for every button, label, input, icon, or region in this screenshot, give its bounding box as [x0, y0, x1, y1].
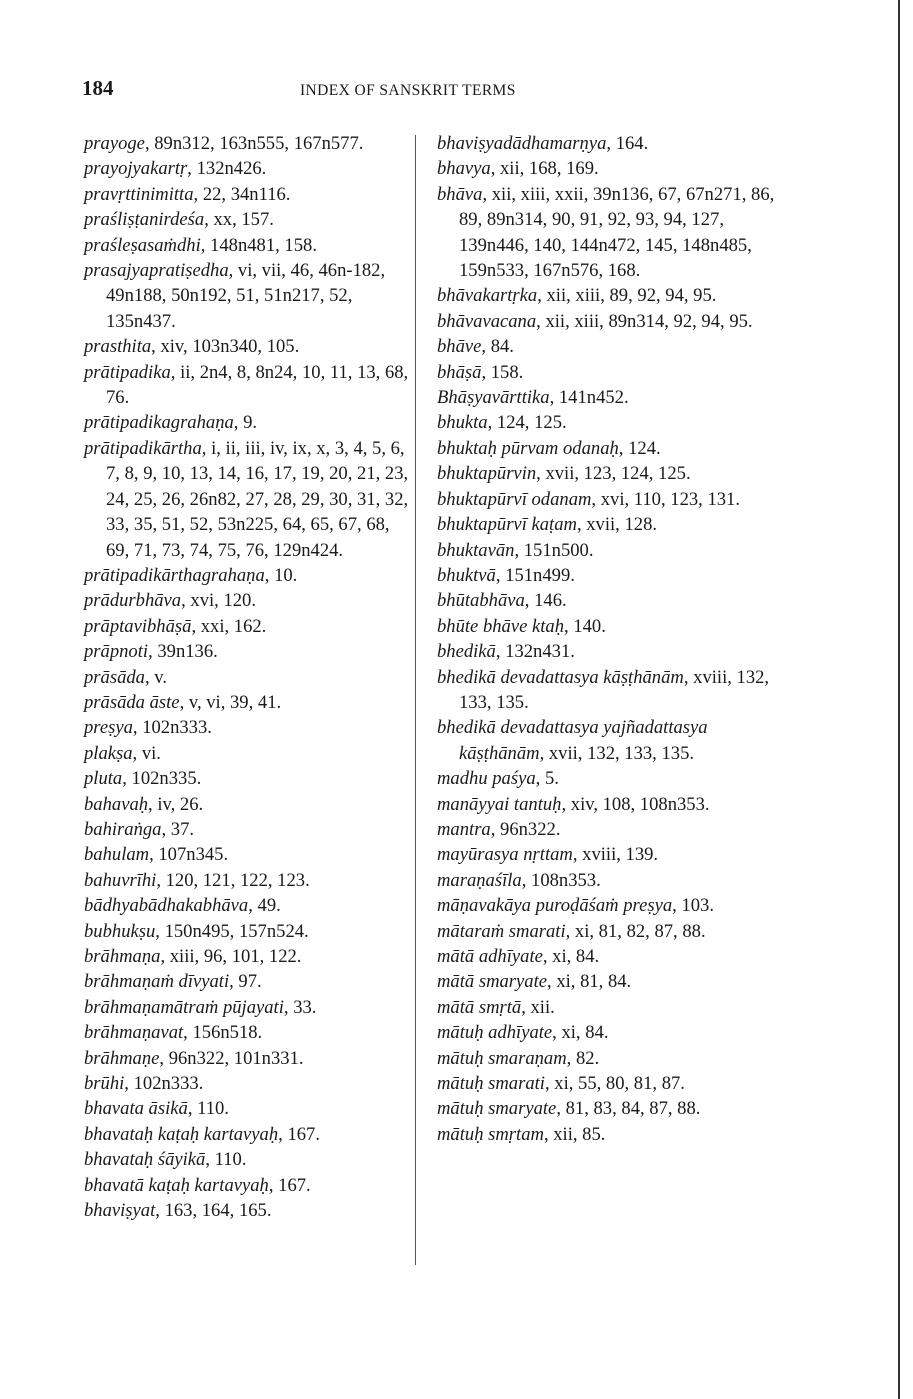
- index-term: bhuktvā: [437, 564, 496, 586]
- index-refs: , 132n431.: [495, 641, 575, 663]
- index-entry: [437, 893, 777, 918]
- index-entry: [84, 1046, 414, 1071]
- index-term: bhūte bhāve ktaḥ: [437, 615, 565, 637]
- index-entry: [84, 944, 414, 969]
- index-term: brāhmaṇamātraṁ pūjayati: [84, 996, 284, 1018]
- index-refs: , xii.: [521, 996, 555, 1018]
- index-term: mantra: [437, 818, 491, 840]
- index-entry: [437, 639, 777, 664]
- index-term: bhāvavacana: [437, 310, 537, 332]
- index-term: plakṣa: [84, 742, 133, 764]
- index-entry: [84, 919, 414, 944]
- index-refs: , xii, xiii, xxii, 39n136, 67, 67n271, 86, 89, 89n314, 90, 91, 92, 93, 94, 127, 139n446, 140, 144n472, 145, 148n485, 159n533, 167n576, 168.: [459, 183, 775, 282]
- index-refs: , 110.: [205, 1149, 247, 1171]
- index-term: bhuktavān: [437, 539, 515, 561]
- index-term: prātipadika: [84, 361, 171, 383]
- index-term: bhedikā: [437, 641, 496, 663]
- index-term: mātuḥ smaraṇam: [437, 1047, 567, 1069]
- index-term: bhukta: [437, 412, 488, 434]
- index-term: bhavya: [437, 158, 491, 180]
- index-refs: , 96n322, 101n331.: [159, 1047, 304, 1069]
- index-entry: [437, 665, 777, 716]
- index-term: bhāvakartṛka: [437, 285, 538, 307]
- index-term: brāhmaṇe: [84, 1047, 160, 1069]
- index-term: mātuḥ adhīyate: [437, 1022, 553, 1044]
- index-term: praśleṣasaṁdhi: [84, 234, 201, 256]
- index-refs: , 96n322.: [490, 818, 561, 840]
- index-refs: , 146.: [524, 590, 567, 612]
- index-entry: [84, 258, 414, 334]
- index-refs: , xvii, 128.: [576, 514, 658, 536]
- index-entry: [437, 614, 777, 639]
- index-term: mātaraṁ smarati: [437, 920, 566, 942]
- index-entry: [84, 1020, 414, 1045]
- index-refs: , vi, vii, 46, 46n-182, 49n188, 50n192, 51, 51n217, 52, 135n437.: [106, 260, 386, 332]
- index-entry: [437, 868, 777, 893]
- index-entry: [84, 360, 414, 411]
- index-entry: [437, 1046, 777, 1071]
- index-refs: , 89n312, 163n555, 167n577.: [144, 133, 364, 154]
- index-refs: , xi, 84.: [542, 946, 600, 967]
- index-term: prasthita: [84, 336, 152, 358]
- index-term: māṇavakāya puroḍāśaṁ preṣya: [437, 895, 673, 917]
- index-entry: [84, 665, 414, 690]
- index-refs: , 124, 125.: [487, 412, 567, 434]
- running-head: INDEX OF SANSKRIT TERMS: [300, 82, 516, 99]
- index-entry: [437, 461, 777, 486]
- index-refs: , 132n426.: [187, 158, 267, 180]
- index-entry: [84, 690, 414, 715]
- index-refs: , xiii, 96, 101, 122.: [160, 946, 302, 967]
- index-term: brāhmaṇavat: [84, 1022, 184, 1044]
- index-refs: , 164.: [606, 133, 649, 154]
- index-refs: , 39n136.: [148, 641, 218, 663]
- index-term: prātipadikārthagrahaṇa: [84, 564, 265, 586]
- index-entry: [84, 817, 414, 842]
- index-term: mātā adhīyate: [437, 946, 543, 967]
- index-refs: , v, vi, 39, 41.: [179, 691, 282, 713]
- index-refs: , 158.: [481, 361, 524, 383]
- index-refs: , 102n335.: [122, 768, 202, 790]
- index-refs: , 81, 83, 84, 87, 88.: [556, 1098, 701, 1120]
- index-refs: , xxi, 162.: [191, 615, 267, 637]
- index-entry: [437, 512, 777, 537]
- index-entry: [437, 1071, 777, 1096]
- index-term: brāhmaṇa: [84, 946, 161, 967]
- index-term: brāhmaṇaṁ dīvyati: [84, 971, 230, 993]
- index-refs: , 9.: [233, 412, 258, 434]
- index-entry: [84, 1122, 414, 1147]
- index-refs: , xvii, 132, 133, 135.: [539, 742, 695, 764]
- index-refs: , 107n345.: [149, 844, 229, 866]
- index-column-right: [437, 131, 777, 1147]
- index-entry: [437, 436, 777, 461]
- index-term: prasajyapratiṣedha: [84, 260, 229, 282]
- index-term: bahiraṅga: [84, 818, 162, 840]
- index-refs: , 97.: [229, 971, 262, 993]
- index-refs: , xi, 81, 82, 87, 88.: [565, 920, 706, 942]
- index-entry: [437, 817, 777, 842]
- index-term: bhaviṣyadādhamarṇya: [437, 133, 607, 154]
- index-entry: [84, 1096, 414, 1121]
- index-entry: [84, 207, 414, 232]
- index-entry: [437, 919, 777, 944]
- index-entry: [437, 360, 777, 385]
- index-refs: , xviii, 132, 133, 135.: [459, 666, 770, 713]
- index-entry: [437, 1122, 777, 1147]
- index-entry: [437, 334, 777, 359]
- index-refs: , xvi, 120.: [181, 590, 257, 612]
- index-entry: [84, 334, 414, 359]
- index-entry: [84, 156, 414, 181]
- index-entry: [84, 715, 414, 740]
- index-refs: , 148n481, 158.: [200, 234, 317, 256]
- index-entry: [437, 563, 777, 588]
- index-term: bādhyabādhakabhāva: [84, 895, 249, 917]
- index-refs: , xiv, 108, 108n353.: [561, 793, 710, 815]
- index-term: bhāva: [437, 183, 483, 205]
- index-entry: [437, 410, 777, 435]
- index-refs: , 120, 121, 122, 123.: [156, 869, 310, 891]
- index-entry: [84, 588, 414, 613]
- index-refs: , 10.: [264, 564, 298, 586]
- index-refs: , 102n333.: [124, 1073, 204, 1095]
- index-refs: , 140.: [564, 615, 606, 637]
- index-entry: [437, 283, 777, 308]
- index-refs: , xii, xiii, 89n314, 92, 94, 95.: [536, 310, 753, 332]
- page-number: 184: [82, 76, 114, 100]
- index-term: prāsāda āste: [84, 691, 180, 713]
- index-refs: , 22, 34n116.: [193, 183, 291, 205]
- index-entry: [437, 156, 777, 181]
- index-term: bhavataḥ kaṭaḥ kartavyaḥ: [84, 1123, 279, 1145]
- index-entry: [84, 766, 414, 791]
- index-entry: [437, 538, 777, 563]
- index-entry: [437, 1096, 777, 1121]
- column-divider: [415, 135, 416, 1265]
- index-term: bhāve: [437, 336, 482, 358]
- index-entry: [84, 995, 414, 1020]
- index-refs: , i, ii, iii, iv, ix, x, 3, 4, 5, 6, 7, 8, 9, 10, 13, 14, 16, 17, 19, 20, 21, 23, 24, 25, 26, 26n82, 27, 28, 29, 30, 31, 32, 33, 35, 51, 52, 53n225, 64, 65, 67, 68, 69, 71, 73, 74, 75, 76, 129n424.: [106, 437, 409, 561]
- index-refs: , 156n518.: [183, 1022, 263, 1044]
- index-entry: [437, 385, 777, 410]
- index-entry: [84, 792, 414, 817]
- index-term: mātā smṛtā: [437, 996, 522, 1018]
- index-term: Bhāṣyavārttika: [437, 387, 550, 409]
- index-term: bhuktaḥ pūrvam odanaḥ: [437, 437, 619, 459]
- index-refs: , 84.: [481, 336, 514, 358]
- index-refs: , xii, 85.: [543, 1123, 606, 1145]
- index-entry: [84, 1147, 414, 1172]
- index-refs: , 49.: [248, 895, 281, 917]
- index-term: prātipadikārtha: [84, 437, 202, 459]
- index-term: prāsāda: [84, 666, 145, 688]
- index-term: bhūtabhāva: [437, 590, 525, 612]
- index-refs: , xi, 81, 84.: [547, 971, 632, 993]
- index-term: bubhukṣu: [84, 920, 156, 942]
- index-entry: [84, 563, 414, 588]
- index-refs: , xii, xiii, 89, 92, 94, 95.: [537, 285, 717, 307]
- index-term: bhaviṣyat: [84, 1200, 156, 1222]
- index-entry: [437, 487, 777, 512]
- index-refs: , xiv, 103n340, 105.: [151, 336, 300, 358]
- index-refs: , 167.: [268, 1174, 311, 1196]
- index-term: mātuḥ smṛtam: [437, 1123, 544, 1145]
- index-entry: [84, 1198, 414, 1223]
- index-term: mātuḥ smarati: [437, 1073, 545, 1095]
- index-refs: , 150n495, 157n524.: [155, 920, 309, 942]
- index-entry: [437, 995, 777, 1020]
- index-entry: [437, 131, 777, 156]
- page-edge-line: [898, 0, 900, 1399]
- index-term: prādurbhāva: [84, 590, 182, 612]
- index-entry: [437, 944, 777, 969]
- index-refs: , 110.: [187, 1098, 229, 1120]
- index-entry: [437, 842, 777, 867]
- index-term: bhavata āsikā: [84, 1098, 188, 1120]
- index-refs: , ii, 2n4, 8, 8n24, 10, 11, 13, 68, 76.: [106, 361, 409, 409]
- index-refs: , 167.: [278, 1123, 320, 1145]
- index-refs: , iv, 26.: [148, 793, 204, 815]
- index-refs: , 37.: [161, 818, 195, 840]
- index-term: bhāṣā: [437, 361, 482, 383]
- index-column-left: [84, 131, 414, 1223]
- index-term: bhuktapūrvī odanam: [437, 488, 592, 510]
- index-refs: , vi.: [132, 742, 161, 764]
- index-entry: [437, 182, 777, 284]
- index-term: manāyyai tantuḥ: [437, 793, 562, 815]
- index-refs: , 151n500.: [514, 539, 594, 561]
- index-term: brūhi: [84, 1073, 125, 1095]
- index-term: bahuvrīhi: [84, 869, 157, 891]
- index-term: bhuktapūrvin: [437, 463, 537, 485]
- index-term: madhu paśya: [437, 768, 536, 790]
- index-refs: , 163, 164, 165.: [155, 1200, 272, 1222]
- index-term: bhavatā kaṭaḥ kartavyaḥ: [84, 1174, 269, 1196]
- index-entry: [437, 969, 777, 994]
- index-refs: , xviii, 139.: [572, 844, 659, 866]
- index-entry: [84, 182, 414, 207]
- index-entry: [84, 741, 414, 766]
- index-term: praśliṣṭanirdeśa: [84, 209, 205, 231]
- index-entry: [84, 969, 414, 994]
- index-term: prāptavibhāṣā: [84, 615, 192, 637]
- index-entry: [437, 588, 777, 613]
- index-refs: , xii, 168, 169.: [490, 158, 599, 180]
- index-entry: [84, 436, 414, 563]
- index-term: bahulam: [84, 844, 150, 866]
- index-entry: [84, 639, 414, 664]
- index-term: bhavataḥ śāyikā: [84, 1149, 206, 1171]
- index-term: prayojyakartṛ: [84, 158, 188, 180]
- index-entry: [84, 614, 414, 639]
- index-entry: [84, 868, 414, 893]
- index-refs: , xi, 55, 80, 81, 87.: [544, 1073, 685, 1095]
- index-refs: , v.: [144, 666, 168, 688]
- index-term: pluta: [84, 768, 123, 790]
- index-refs: , 82.: [566, 1047, 600, 1069]
- index-term: preṣya: [84, 717, 133, 739]
- index-entry: [84, 893, 414, 918]
- index-term: bahavaḥ: [84, 793, 149, 815]
- index-term: pravṛttinimitta: [84, 183, 194, 205]
- index-term: prayoge: [84, 133, 145, 154]
- index-entry: [84, 1173, 414, 1198]
- index-refs: , 124.: [618, 437, 661, 459]
- index-entry: [84, 1071, 414, 1096]
- index-entry: [437, 1020, 777, 1045]
- index-refs: , 108n353.: [521, 869, 601, 891]
- index-refs: , xvii, 123, 124, 125.: [536, 463, 691, 485]
- index-entry: [437, 766, 777, 791]
- index-term: prāpnoti: [84, 641, 149, 663]
- index-term: bhedikā devadattasya yajñadattasya kāṣṭhānām: [437, 717, 708, 764]
- index-refs: , 5.: [535, 768, 559, 790]
- index-entry: [84, 410, 414, 435]
- index-refs: , 141n452.: [549, 387, 629, 409]
- index-refs: , xi, 84.: [552, 1022, 609, 1044]
- index-refs: , xvi, 110, 123, 131.: [591, 488, 740, 510]
- index-term: mayūrasya nṛttam: [437, 844, 573, 866]
- index-entry: [437, 792, 777, 817]
- index-entry: [84, 842, 414, 867]
- index-entry: [437, 715, 777, 766]
- index-refs: , 151n499.: [495, 564, 575, 586]
- index-refs: , 103.: [672, 895, 714, 917]
- index-term: mātā smaryate: [437, 971, 548, 993]
- index-entry: [84, 233, 414, 258]
- index-refs: , xx, 157.: [204, 209, 274, 231]
- index-entry: [84, 131, 414, 156]
- index-refs: , 102n333.: [132, 717, 212, 739]
- index-entry: [437, 309, 777, 334]
- index-refs: , 33.: [283, 996, 317, 1018]
- index-term: mātuḥ smaryate: [437, 1098, 557, 1120]
- index-term: bhuktapūrvī kaṭam: [437, 514, 577, 536]
- index-term: prātipadikagrahaṇa: [84, 412, 234, 434]
- index-term: maraṇaśīla: [437, 869, 522, 891]
- index-term: bhedikā devadattasya kāṣṭhānām: [437, 666, 684, 688]
